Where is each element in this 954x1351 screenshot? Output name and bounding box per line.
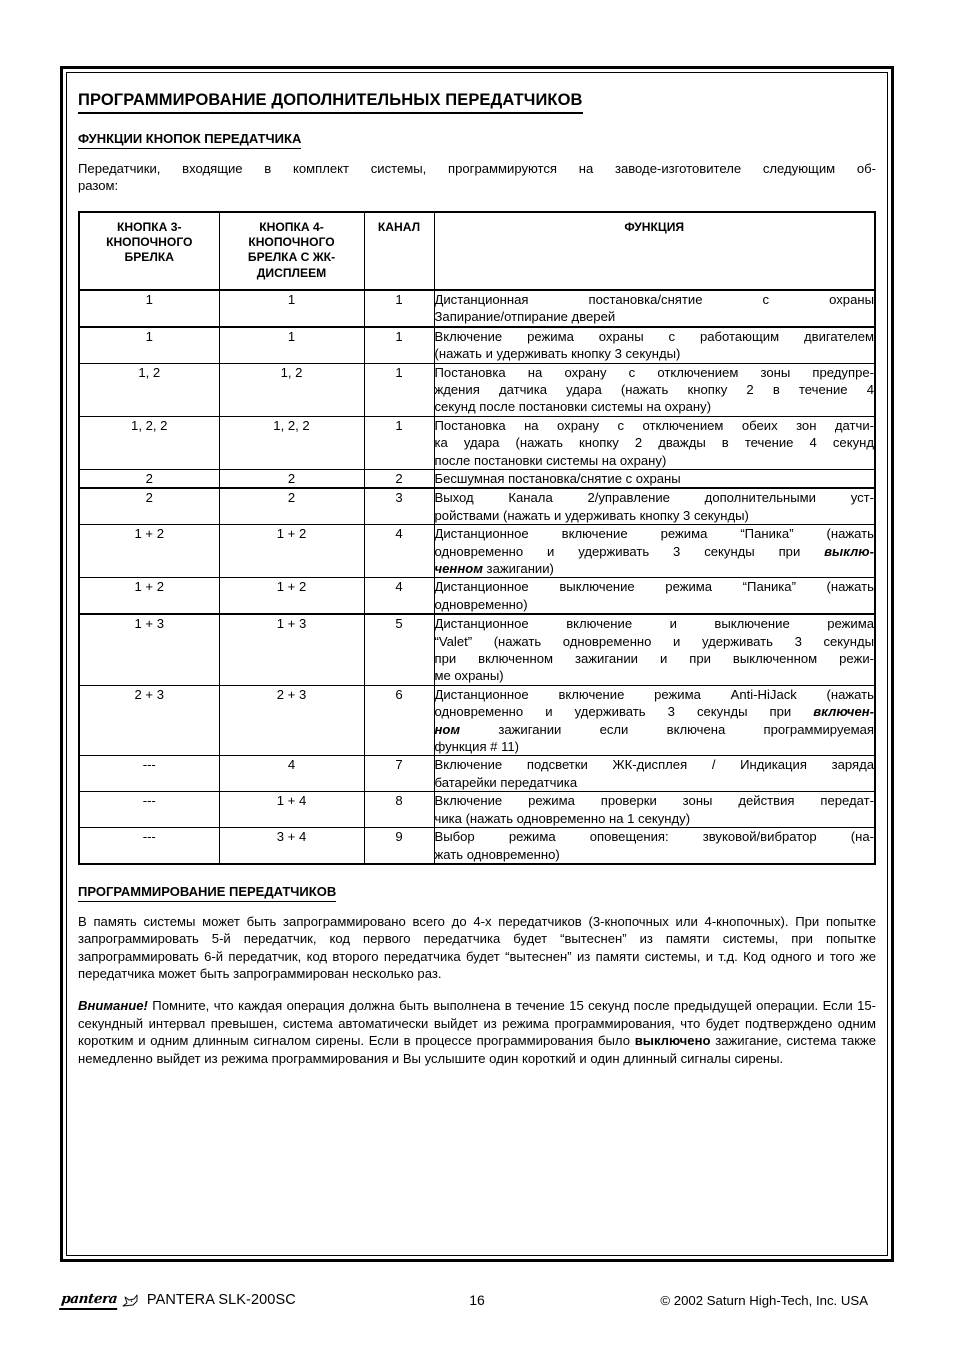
cell-4button-remote: 4 — [219, 756, 364, 792]
cell-function — [434, 525, 875, 578]
cell-4button-remote: 1 + 4 — [219, 792, 364, 828]
cell-channel: 7 — [364, 756, 434, 792]
footer-copyright: © 2002 Saturn High-Tech, Inc. USA — [660, 1292, 868, 1308]
function-line: ждения датчика удара (нажать кнопку 2 в течение 4 — [434, 381, 874, 397]
function-line: Бесшумная постановка/снятие с охраны — [434, 470, 681, 486]
col-header-line: БРЕЛКА — [124, 250, 174, 265]
footer-page-number: 16 — [469, 1292, 485, 1308]
col-header-line: КНОПОЧНОГО — [106, 235, 193, 250]
function-line: ченном зажигании) — [434, 561, 554, 576]
cell-4button-remote: 1, 2, 2 — [219, 416, 364, 469]
table-row — [79, 327, 875, 363]
cell-4button-remote: 1 + 3 — [219, 614, 364, 685]
section-heading-programming: ПРОГРАММИРОВАНИЕ ПЕРЕДАТЧИКОВ — [78, 885, 336, 902]
function-line: жать одновременно) — [434, 846, 560, 862]
programming-paragraph-text: В память системы может быть запрограммировано всего до 4-х передатчиков (3-кнопочных или 4-кнопочных). При попытке запрограммировать 5-й передатчик, код первого передатчика будет “вытеснен” из памяти системы, при попытке запрограммировать 6-й передатчик, код второго передатчика будет “вытеснен” из памяти системы, и т.д. Код одного и того же передатчика может быть запрограммирован несколько раз. — [78, 913, 876, 982]
table-row — [79, 416, 875, 469]
cell-function — [434, 792, 875, 828]
cell-4button-remote: 1 — [219, 290, 364, 327]
function-line: Постановка на охрану с отключением зоны предупре- — [434, 364, 874, 380]
warning-text-part1: Помните, что каждая операция должна быть выполнена в течение 15 секунд после предыдущей операции. Если 15-секундный интервал превышен, система автоматически выйдет из режима программирования, что будет подтверждено одним коротким и одним длинным сигналом сирены. Если в процессе программирования было — [78, 997, 876, 1049]
warning-text-part2: зажигание, система также немедленно выйдет из режима программирования и Вы услышите один короткий и один длинный сигналы сирены. — [78, 1033, 877, 1066]
page-content — [78, 82, 876, 1246]
cell-channel: 1 — [364, 416, 434, 469]
cell-channel: 3 — [364, 488, 434, 524]
function-line: Дистанционная постановка/снятие с охраны — [434, 291, 874, 307]
table-body — [79, 290, 875, 864]
cell-4button-remote: 2 — [219, 469, 364, 488]
col-header-line: БРЕЛКА С ЖК- — [247, 250, 336, 265]
cell-3button-remote: --- — [79, 828, 219, 864]
programming-paragraph — [78, 913, 876, 983]
warning-label: Внимание! — [78, 997, 148, 1013]
function-line: чика (нажать одновременно на 1 секунду) — [434, 810, 691, 826]
function-line: ка удара (нажать кнопку 2 дважды в течение 4 секунд — [434, 435, 874, 451]
col-header-line: КНОПКА — [259, 219, 310, 234]
warning-emphasis: выключено — [634, 1033, 711, 1049]
cell-3button-remote: 2 — [79, 469, 219, 488]
col-header-3button-remote — [79, 212, 219, 290]
cell-channel: 8 — [364, 792, 434, 828]
function-line: Включение режима охраны с работающим двигателем — [434, 328, 874, 344]
cell-function — [434, 363, 875, 416]
function-line: Дистанционное включение и выключение режима — [434, 616, 874, 632]
function-line: одновременно и удерживать 3 секунды при включен- — [434, 704, 874, 720]
cell-3button-remote: 2 + 3 — [79, 685, 219, 756]
cell-channel: 1 — [364, 327, 434, 363]
cell-3button-remote: 2 — [79, 488, 219, 524]
page-footer — [60, 1283, 894, 1317]
function-line: (нажать и удерживать кнопку 3 секунды) — [434, 346, 681, 362]
function-line: Выбор режима оповещения: звуковой/вибратор (на- — [434, 829, 874, 845]
function-line: “Valet” (нажать одновременно и удерживать 3 секунды — [434, 633, 874, 649]
intro-line-2: разом: — [78, 178, 119, 194]
table-row — [79, 363, 875, 416]
cell-function — [434, 828, 875, 864]
col-header-line: КНОПКА — [117, 219, 168, 234]
cell-4button-remote: 2 + 3 — [219, 685, 364, 756]
cell-function — [434, 327, 875, 363]
function-line: ройствами (нажать и удерживать кнопку 3 секунды) — [434, 507, 749, 523]
cell-4button-remote: 2 — [219, 488, 364, 524]
col-header-line: 4-КНОПОЧНОГО — [248, 219, 335, 250]
function-line: Запирание/отпирание дверей — [434, 309, 616, 325]
table-row — [79, 828, 875, 864]
col-header-4button-lcd-remote — [219, 212, 364, 290]
section-heading-button-functions: ФУНКЦИИ КНОПОК ПЕРЕДАТЧИКА — [78, 132, 301, 149]
table-row — [79, 578, 875, 614]
cell-channel: 2 — [364, 469, 434, 488]
function-line: после постановки системы на охрану) — [434, 452, 667, 468]
cell-function — [434, 614, 875, 685]
function-line: при включенном зажигании и при выключенном режи- — [434, 651, 874, 667]
table-row — [79, 756, 875, 792]
cell-function — [434, 756, 875, 792]
cell-channel: 1 — [364, 363, 434, 416]
function-line: одновременно) — [434, 596, 528, 612]
cell-function — [434, 685, 875, 756]
cell-channel: 4 — [364, 525, 434, 578]
table-row — [79, 290, 875, 327]
cell-function — [434, 488, 875, 524]
cell-channel: 6 — [364, 685, 434, 756]
cell-4button-remote: 1 + 2 — [219, 525, 364, 578]
pantera-logo-text: pantera — [59, 1293, 119, 1310]
table-row — [79, 525, 875, 578]
cell-3button-remote: --- — [79, 756, 219, 792]
table-row — [79, 488, 875, 524]
cell-3button-remote: 1 — [79, 290, 219, 327]
cell-3button-remote: --- — [79, 792, 219, 828]
function-line: батарейки передатчика — [434, 774, 578, 790]
cell-channel: 9 — [364, 828, 434, 864]
transmitter-button-function-table — [78, 211, 876, 865]
function-line: функция # 11) — [434, 739, 520, 755]
function-line: ном зажигании если включена программируемая — [434, 721, 874, 737]
table-row — [79, 685, 875, 756]
function-line: секунд после постановки системы на охрану) — [434, 399, 712, 415]
col-header-line: 3- — [170, 219, 182, 234]
cell-channel: 1 — [364, 290, 434, 327]
cell-channel: 4 — [364, 578, 434, 614]
cell-4button-remote: 1 + 2 — [219, 578, 364, 614]
function-line: ме охраны) — [434, 668, 504, 684]
cell-4button-remote: 3 + 4 — [219, 828, 364, 864]
table-row — [79, 469, 875, 488]
page-title: ПРОГРАММИРОВАНИЕ ДОПОЛНИТЕЛЬНЫХ ПЕРЕДАТЧИКОВ — [78, 91, 583, 114]
function-emphasis: выклю- — [824, 543, 874, 559]
cell-3button-remote: 1, 2 — [79, 363, 219, 416]
function-line: Дистанционное выключение режима “Паника” (нажать — [434, 579, 874, 595]
cell-function — [434, 578, 875, 614]
function-line: Постановка на охрану с отключением обеих зон датчи- — [434, 417, 874, 433]
cell-function — [434, 290, 875, 327]
table-row — [79, 614, 875, 685]
col-header-function: ФУНКЦИЯ — [434, 212, 875, 290]
table-header-row — [79, 212, 875, 290]
function-line: Дистанционное включение режима “Паника” (нажать — [434, 526, 874, 542]
cell-3button-remote: 1 + 2 — [79, 578, 219, 614]
footer-model-name: PANTERA SLK-200SC — [146, 1292, 296, 1308]
function-line: одновременно и удерживать 3 секунды при выклю- — [434, 543, 874, 559]
cell-4button-remote: 1 — [219, 327, 364, 363]
function-emphasis: ченном — [434, 561, 483, 576]
function-emphasis: ном — [434, 721, 461, 737]
cell-function — [434, 469, 875, 488]
function-line: Включение режима проверки зоны действия передат- — [434, 793, 874, 809]
function-line: Включение подсветки ЖК-дисплея / Индикация заряда — [434, 757, 874, 773]
table-row — [79, 792, 875, 828]
function-emphasis: включен- — [813, 704, 874, 720]
col-header-line: ДИСПЛЕЕМ — [256, 265, 327, 280]
cell-3button-remote: 1 + 2 — [79, 525, 219, 578]
cell-channel: 5 — [364, 614, 434, 685]
function-line: Дистанционное включение режима Anti-HiJack (нажать — [434, 686, 874, 702]
cell-3button-remote: 1 + 3 — [79, 614, 219, 685]
col-header-channel: КАНАЛ — [364, 212, 434, 290]
function-line: Выход Канала 2/управление дополнительными уст- — [434, 490, 874, 506]
warning-paragraph — [78, 997, 876, 1067]
cell-4button-remote: 1, 2 — [219, 363, 364, 416]
cell-3button-remote: 1 — [79, 327, 219, 363]
cell-function — [434, 416, 875, 469]
intro-line-1: Передатчики, входящие в комплект системы, программируются на заводе-изготовителе следующим об- — [78, 160, 876, 176]
intro-paragraph — [78, 160, 876, 195]
cell-3button-remote: 1, 2, 2 — [79, 416, 219, 469]
